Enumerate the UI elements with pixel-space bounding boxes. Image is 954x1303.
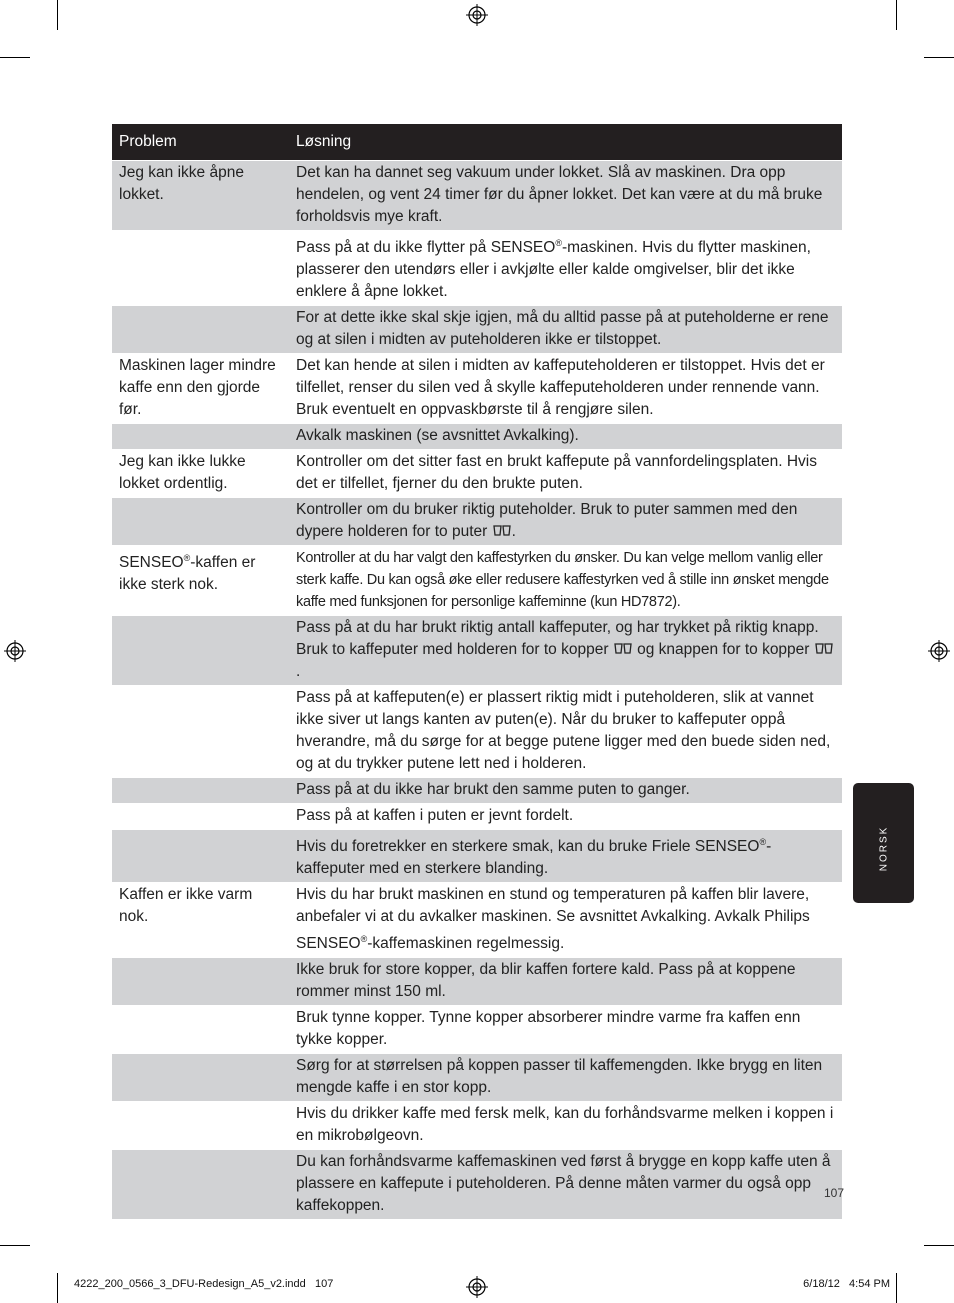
problem-cell: Kaffen er ikke varm nok.: [112, 883, 289, 958]
problem-cell: [112, 804, 289, 830]
problem-cell: [112, 778, 289, 804]
troubleshooting-table: [112, 124, 842, 1219]
table-row: [112, 616, 842, 686]
solution-cell: [289, 883, 842, 958]
problem-cell: Jeg kan ikke åpne lokket.: [112, 161, 289, 231]
registered-mark: ®: [360, 934, 368, 945]
solution-text: .: [296, 663, 301, 681]
crop-mark: [896, 0, 897, 30]
solution-text: -kaffeputer med en sterkere blanding.: [296, 838, 772, 878]
problem-cell: [112, 1006, 289, 1054]
registration-mark-icon: [4, 640, 26, 662]
crop-mark: [0, 1245, 30, 1246]
solution-text: Pass på at du ikke flytter på SENSEO: [296, 239, 556, 257]
solution-cell: Sørg for at størrelsen på koppen passer til kaffemengden. Ikke brygg en liten mengde kaffe i en stor kopp.: [289, 1054, 842, 1102]
problem-text: -kaffen er ikke sterk nok.: [119, 554, 256, 594]
solution-cell: For at dette ikke skal skje igjen, må du alltid passe på at puteholderne er rene og at silen i midten av puteholderen ikke er tilstoppet.: [289, 306, 842, 354]
problem-cell: [112, 958, 289, 1006]
table-row: [112, 1150, 842, 1220]
solution-cell: [289, 830, 842, 883]
solution-text: -maskinen. Hvis du flytter maskinen, plasserer den utendørs eller i avkjølte eller kalde omgivelser, blir det ikke enklere å åpne lokket.: [296, 239, 811, 301]
registration-mark-icon: [466, 1276, 488, 1298]
solution-cell: Pass på at kaffeputen(e) er plassert riktig midt i puteholderen, slik at vannet ikke siver ut langs kanten av puten(e). Når du bruker to kaffeputer oppå hverandre, må du sørge for at begge putene ligger med den buede siden ned, og at du trykker putene lett ned i holderen.: [289, 686, 842, 778]
table-row: [112, 830, 842, 883]
registered-mark: ®: [759, 837, 767, 848]
footer-date: 6/18/12 4:54 PM: [803, 1278, 890, 1290]
table-row: [112, 1102, 842, 1150]
crop-mark: [896, 1273, 897, 1303]
table-row: [112, 1006, 842, 1054]
problem-cell: [112, 1150, 289, 1220]
table-row: [112, 958, 842, 1006]
problem-cell: [112, 546, 289, 616]
solution-text: .: [511, 523, 516, 541]
problem-cell: [112, 616, 289, 686]
solution-cell: Avkalk maskinen (se avsnittet Avkalking).: [289, 424, 842, 450]
problem-cell: Maskinen lager mindre kaffe enn den gjorde før.: [112, 354, 289, 424]
table-row: [112, 354, 842, 424]
table-row: [112, 450, 842, 498]
table-row: [112, 804, 842, 830]
solution-cell: Kontroller at du har valgt den kaffestyrken du ønsker. Du kan velge mellom vanlig eller sterk kaffe. Du kan også øke eller redusere kaffestyrken ved å stille inn ønsket mengde kaffe med funksjonen for personlige kaffeminne (kun HD7872).: [289, 546, 842, 616]
solution-cell: [289, 616, 842, 686]
crop-mark: [0, 57, 30, 58]
solution-text: og knappen for to kopper: [637, 641, 810, 659]
solution-text: Hvis du foretrekker en sterkere smak, kan du bruke Friele SENSEO: [296, 838, 760, 856]
solution-cell: Ikke bruk for store kopper, da blir kaffen fortere kald. Pass på at koppene rommer minst 150 ml.: [289, 958, 842, 1006]
registered-mark: ®: [183, 553, 191, 564]
problem-cell: [112, 686, 289, 778]
table-row: [112, 231, 842, 306]
solution-cell: Pass på at du ikke har brukt den samme puten to ganger.: [289, 778, 842, 804]
header-problem: Problem: [112, 124, 289, 161]
two-cups-icon: [493, 525, 511, 537]
table-row: [112, 546, 842, 616]
problem-cell: Jeg kan ikke lukke lokket ordentlig.: [112, 450, 289, 498]
table-row: [112, 161, 842, 231]
solution-cell: Pass på at kaffen i puten er jevnt fordelt.: [289, 804, 842, 830]
solution-cell: Bruk tynne kopper. Tynne kopper absorberer mindre varme fra kaffen enn tykke kopper.: [289, 1006, 842, 1054]
solution-text: Pass på at du har brukt riktig antall kaffeputer, og har trykket på riktig knapp. Bruk to kaffeputer med holderen for to kopper: [296, 619, 819, 659]
registration-mark-icon: [928, 640, 950, 662]
table-row: [112, 306, 842, 354]
registered-mark: ®: [555, 238, 562, 248]
problem-cell: [112, 830, 289, 883]
table-row: [112, 686, 842, 778]
solution-cell: Hvis du drikker kaffe med fersk melk, kan du forhåndsvarme melken i koppen i en mikrobølgeovn.: [289, 1102, 842, 1150]
solution-cell: Det kan ha dannet seg vakuum under lokket. Slå av maskinen. Dra opp hendelen, og vent 24 timer før du åpner lokket. Det kan være at du må bruke forholdsvis mye kraft.: [289, 161, 842, 231]
table-row: [112, 498, 842, 546]
problem-cell: [112, 231, 289, 306]
solution-text: -kaffemaskinen regelmessig.: [367, 935, 565, 953]
page-number: 107: [823, 1186, 844, 1200]
language-side-label: NORSK: [878, 825, 890, 872]
crop-mark: [57, 1273, 58, 1303]
solution-cell: [289, 498, 842, 546]
problem-cell: [112, 498, 289, 546]
solution-cell: Du kan forhåndsvarme kaffemaskinen ved først å brygge en kopp kaffe uten å plassere en kaffepute i puteholderen. På denne måten varmer du også opp kaffekoppen.: [289, 1150, 842, 1220]
footer-file-name: 4222_200_0566_3_DFU-Redesign_A5_v2.indd 107: [74, 1278, 334, 1290]
problem-cell: [112, 1054, 289, 1102]
solution-text: Hvis du har brukt maskinen en stund og temperaturen på kaffen blir lavere, anbefaler vi at du avkalker maskinen. Se avsnittet Avkalking. Avkalk Philips SENSEO: [296, 886, 810, 953]
two-cups-icon: [815, 643, 833, 655]
problem-cell: [112, 424, 289, 450]
problem-cell: [112, 1102, 289, 1150]
crop-mark: [57, 0, 58, 30]
solution-text: Kontroller om du bruker riktig puteholder. Bruk to puter sammen med den dypere holderen for to puter: [296, 501, 798, 541]
registration-mark-icon: [466, 4, 488, 26]
problem-text: SENSEO: [119, 554, 184, 572]
crop-mark: [924, 1245, 954, 1246]
two-cups-icon: [614, 643, 632, 655]
table-header-row: [112, 124, 842, 161]
table-row: [112, 1054, 842, 1102]
table-row: [112, 778, 842, 804]
solution-cell: [289, 231, 842, 306]
crop-mark: [924, 57, 954, 58]
problem-cell: [112, 306, 289, 354]
solution-cell: Kontroller om det sitter fast en brukt kaffepute på vannfordelingsplaten. Hvis det er tilfellet, fjerner du den brukte puten.: [289, 450, 842, 498]
solution-cell: Det kan hende at silen i midten av kaffeputeholderen er tilstoppet. Hvis det er tilfellet, renser du silen ved å skylle kaffeputeholderen under rennende vann. Bruk eventuelt en oppvaskbørste til å rengjøre silen.: [289, 354, 842, 424]
header-solution: Løsning: [289, 124, 842, 161]
table-row: [112, 883, 842, 958]
table-row: [112, 424, 842, 450]
